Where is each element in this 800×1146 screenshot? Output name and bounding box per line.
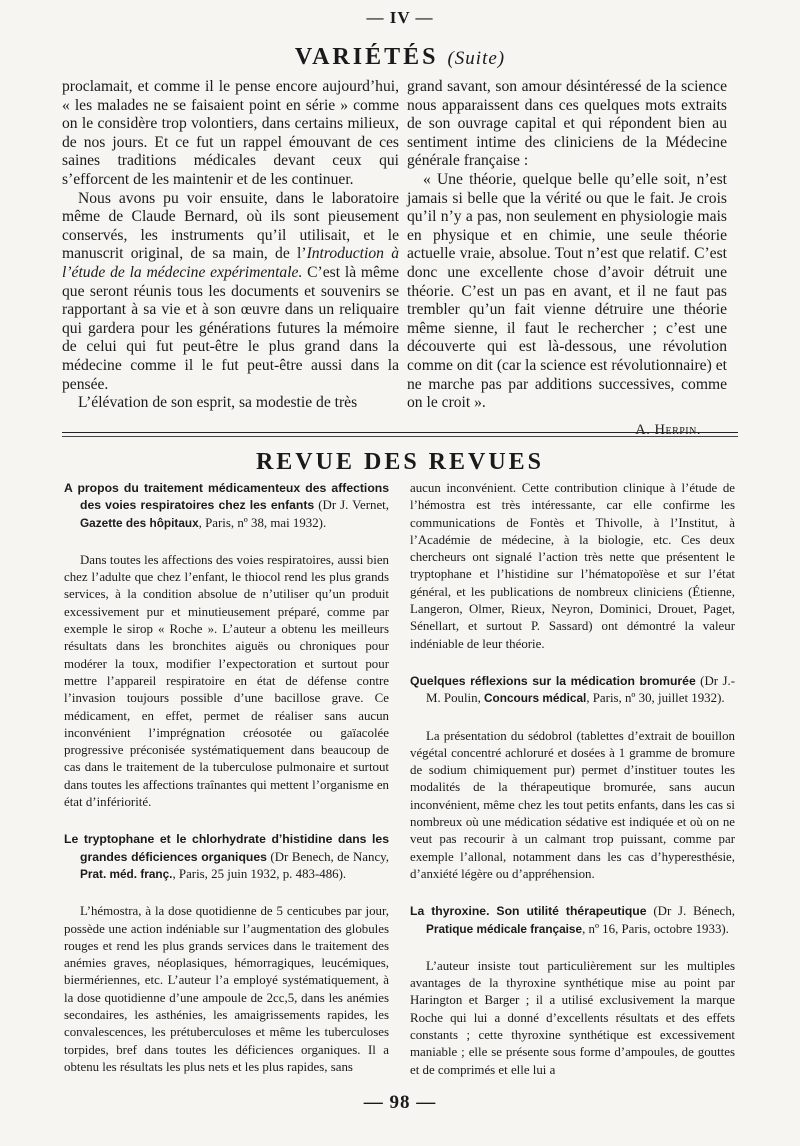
section-divider [62,432,738,433]
revue-title: REVUE DES REVUES [255,449,545,475]
signature-initial: A. [635,421,651,438]
article-title: A propos du traitement médicamenteux des affections des voies respiratoires chez les enfants [64,481,389,513]
citation-details: , Paris, nº 30, juillet 1932). [586,691,725,706]
varietes-left-column [62,78,399,413]
section-title-text: VARIÉTÉS [294,44,439,70]
signature-name: Herpin. [654,421,701,438]
varietes-paragraph: L’élévation de son esprit, sa modestie de très [78,394,358,412]
citation-journal: Gazette des hôpitaux [80,515,199,530]
citation-journal: Pratique médicale française [426,921,583,936]
revue-left-column [64,480,389,1076]
section-divider-thin [62,436,738,437]
varietes-paragraph: grand savant, son amour désintéressé de la science nous apparaissent dans ces quelques mots extraits de son ouvrage capital et qui répondent bien au sentiment intime des cliniciens de la Médecine générale française : [407,78,727,170]
citation-details: , nº 16, Paris, octobre 1933). [582,921,729,936]
article-heading [64,831,389,883]
article-title: La thyroxine. Son utilité thérapeutique [410,904,647,919]
paragraph-text: Nous avons pu voir ensuite, dans le laboratoire même de Claude Bernard, où ils sont pieusement conservés, les instruments qu’il utilisait, et le manuscrit original, de sa main, de l’ [62,189,399,263]
article-body: La présentation du sédobrol (tablettes d’extrait de bouillon végétal concentré achloruré et dosées à 1 gramme de bromure de sodium chimiquement pur) permet d’instituer toutes les modalités de la thérapeutique bromurée, sans aucun inconvénient, même chez les tout petits enfants, dans les cas si nombreux où une médication sédative est indiquée et où on ne veut pas recourir à un calmant trop puissant, comme par exemple l’allonal, notamment dans les cas d’hyperesthésie, d’anxiété légère ou d’appréhension. [410,728,735,881]
section-title-suffix: (Suite) [447,48,506,69]
citation-author: (Dr J. Bénech, [646,904,735,919]
varietes-paragraph: proclamait, et comme il le pense encore aujourd’hui, « les malades ne se faisaient point en série » comme on le considère trop volontiers, dans certains milieux, de nos jours. Et ce fut un rappel émouvant de ces saines traditions médicales devant ceux qui s’efforcent de les maintenir et de les continuer. [62,78,399,188]
paragraph-text: C’est là même que seront réunis tous les documents et souvenirs se rapportant à sa vie et à son œuvre dans un reliquaire qui gardera pour les générations futures la mémoire de celui qui fut peut-être le plus grand dans la médecine comme il le fut peut-être aussi dans la pensée. [62,263,399,393]
article-heading [410,673,735,708]
article-body-continued: aucun inconvénient. Cette contribution clinique à l’étude de l’hémostra est très intéressante, car elle confirme les communications de Fontès et Thivolle, à l’Institut, à l’Académie de médecine, à la biologie, etc. Ces deux chercheurs ont signalé l’action très nette que présentent le tryptophane et l’histidine sur l’hématopoïèse et sur l’état général, et les publications de nombreux cliniciens (Étienne, Langeron, Olmer, Rieux, Neyron, Dominici, Drouet, Paget, Sénellart, et surtout P. Sassard) ont démontré la valeur indéniable de leur théorie. [410,481,735,651]
book-title: Introduction à l’étude de la médecine expérimentale. [62,245,400,281]
article-body: L’auteur insiste tout particulièrement sur les multiples avantages de la thyroxine synthétique mise au point par Harington et Barger ; il a utilisé exclusivement la marque Roche qui lui a donné d’excellents résultats et des effets constants ; cette thyroxine synthétique est excessivement maniable ; elle se présente sous forme d’ampoules, de gouttes et de comprimés et elle lui a [410,958,735,1077]
article-body: Dans toutes les affections des voies respiratoires, aussi bien chez l’adulte que chez l’enfant, le thiocol rend les plus grands services, à la condition absolue de n’utiliser qu’un produit excessivement pur et minutieusement préparé, comme par exemple le sirop « Roche ». L’auteur a obtenu les meilleurs résultats dans les bronchites aiguës ou chroniques pour modérer la toux, modifier l’expectoration et surtout pour mettre l’appareil respiratoire en état de défense contre l’invasion toujours possible d’une bacillose grave. Ce médicament, en effet, permet de réaliser sans aucun inconvénient l’imprégnation créosotée ou gaïacolée progressive préconisée systématiquement dans beaucoup de cas dans le traitement de la tuberculose pulmonaire et surtout dans toutes les affections traînantes qui mettent l’organisme en état d’infériorité. [64,552,389,810]
article-heading [410,903,735,938]
revue-right-column [410,480,735,1079]
article-title: Quelques réflexions sur la médication bromurée [410,673,696,688]
citation-author: (Dr J. Vernet, [314,498,389,513]
citation-author: (Dr Benech, de Nancy, [266,849,389,864]
varietes-right-column [407,78,727,439]
citation-journal: Concours médical [484,691,587,706]
page-number: — 98 — [363,1092,437,1113]
citation-details: , Paris, nº 38, mai 1932). [198,515,327,530]
varietes-paragraph [62,190,399,395]
roman-folio: — IV — [366,8,434,27]
citation-author: (Dr J.-M. Poulin, [426,673,736,706]
article-heading [64,480,389,532]
citation-journal: Prat. méd. franç. [80,866,173,881]
article-body: L’hémostra, à la dose quotidienne de 5 centicubes par jour, possède une action indéniable sur l’augmentation des globules rouges et rend les plus grands services dans le traitement des anémies graves, néoplasiques, hémorragiques, leucémiques, biermériennes, etc. L’auteur l’a employé systématiquement, à la dose quotidienne d’une ampoule de 2cc,5, dans les anémies secondaires, les asthénies, les amaigrissements rapides, les convalescences, les prétuberculoses et même les tuberculoses torpides, bref dans toutes les déficiences organiques. Il a obtenu les résultats les plus nets et les plus rapides, sans [64,904,389,1074]
article-title: Le tryptophane et le chlorhydrate d’histidine dans les grandes déficiences organiques [64,832,389,864]
citation-details: , Paris, 25 juin 1932, p. 483-486). [172,866,347,881]
bernard-quote: « Une théorie, quelque belle qu’elle soit, n’est jamais si belle que la vérité ou que le fait. Je crois qu’il n’y a pas, non seulement en physiologie mais en physique et en chimie, une seule théorie actuelle vraie, absolue. Tout n’est que relatif. C’est donc une excellente chose d’avoir détruit une théorie. C’est un pas en avant, et il ne faut pas trembler qu’un fait vienne détruire une théorie même sienne, il faut le rechercher ; c’est une découverte qui est là-dessous, une révolution comme on dit (car la science est révolutionnaire) et ne marche pas par additions successives, comme on le croit ». [407,170,727,412]
section-title [0,44,800,71]
